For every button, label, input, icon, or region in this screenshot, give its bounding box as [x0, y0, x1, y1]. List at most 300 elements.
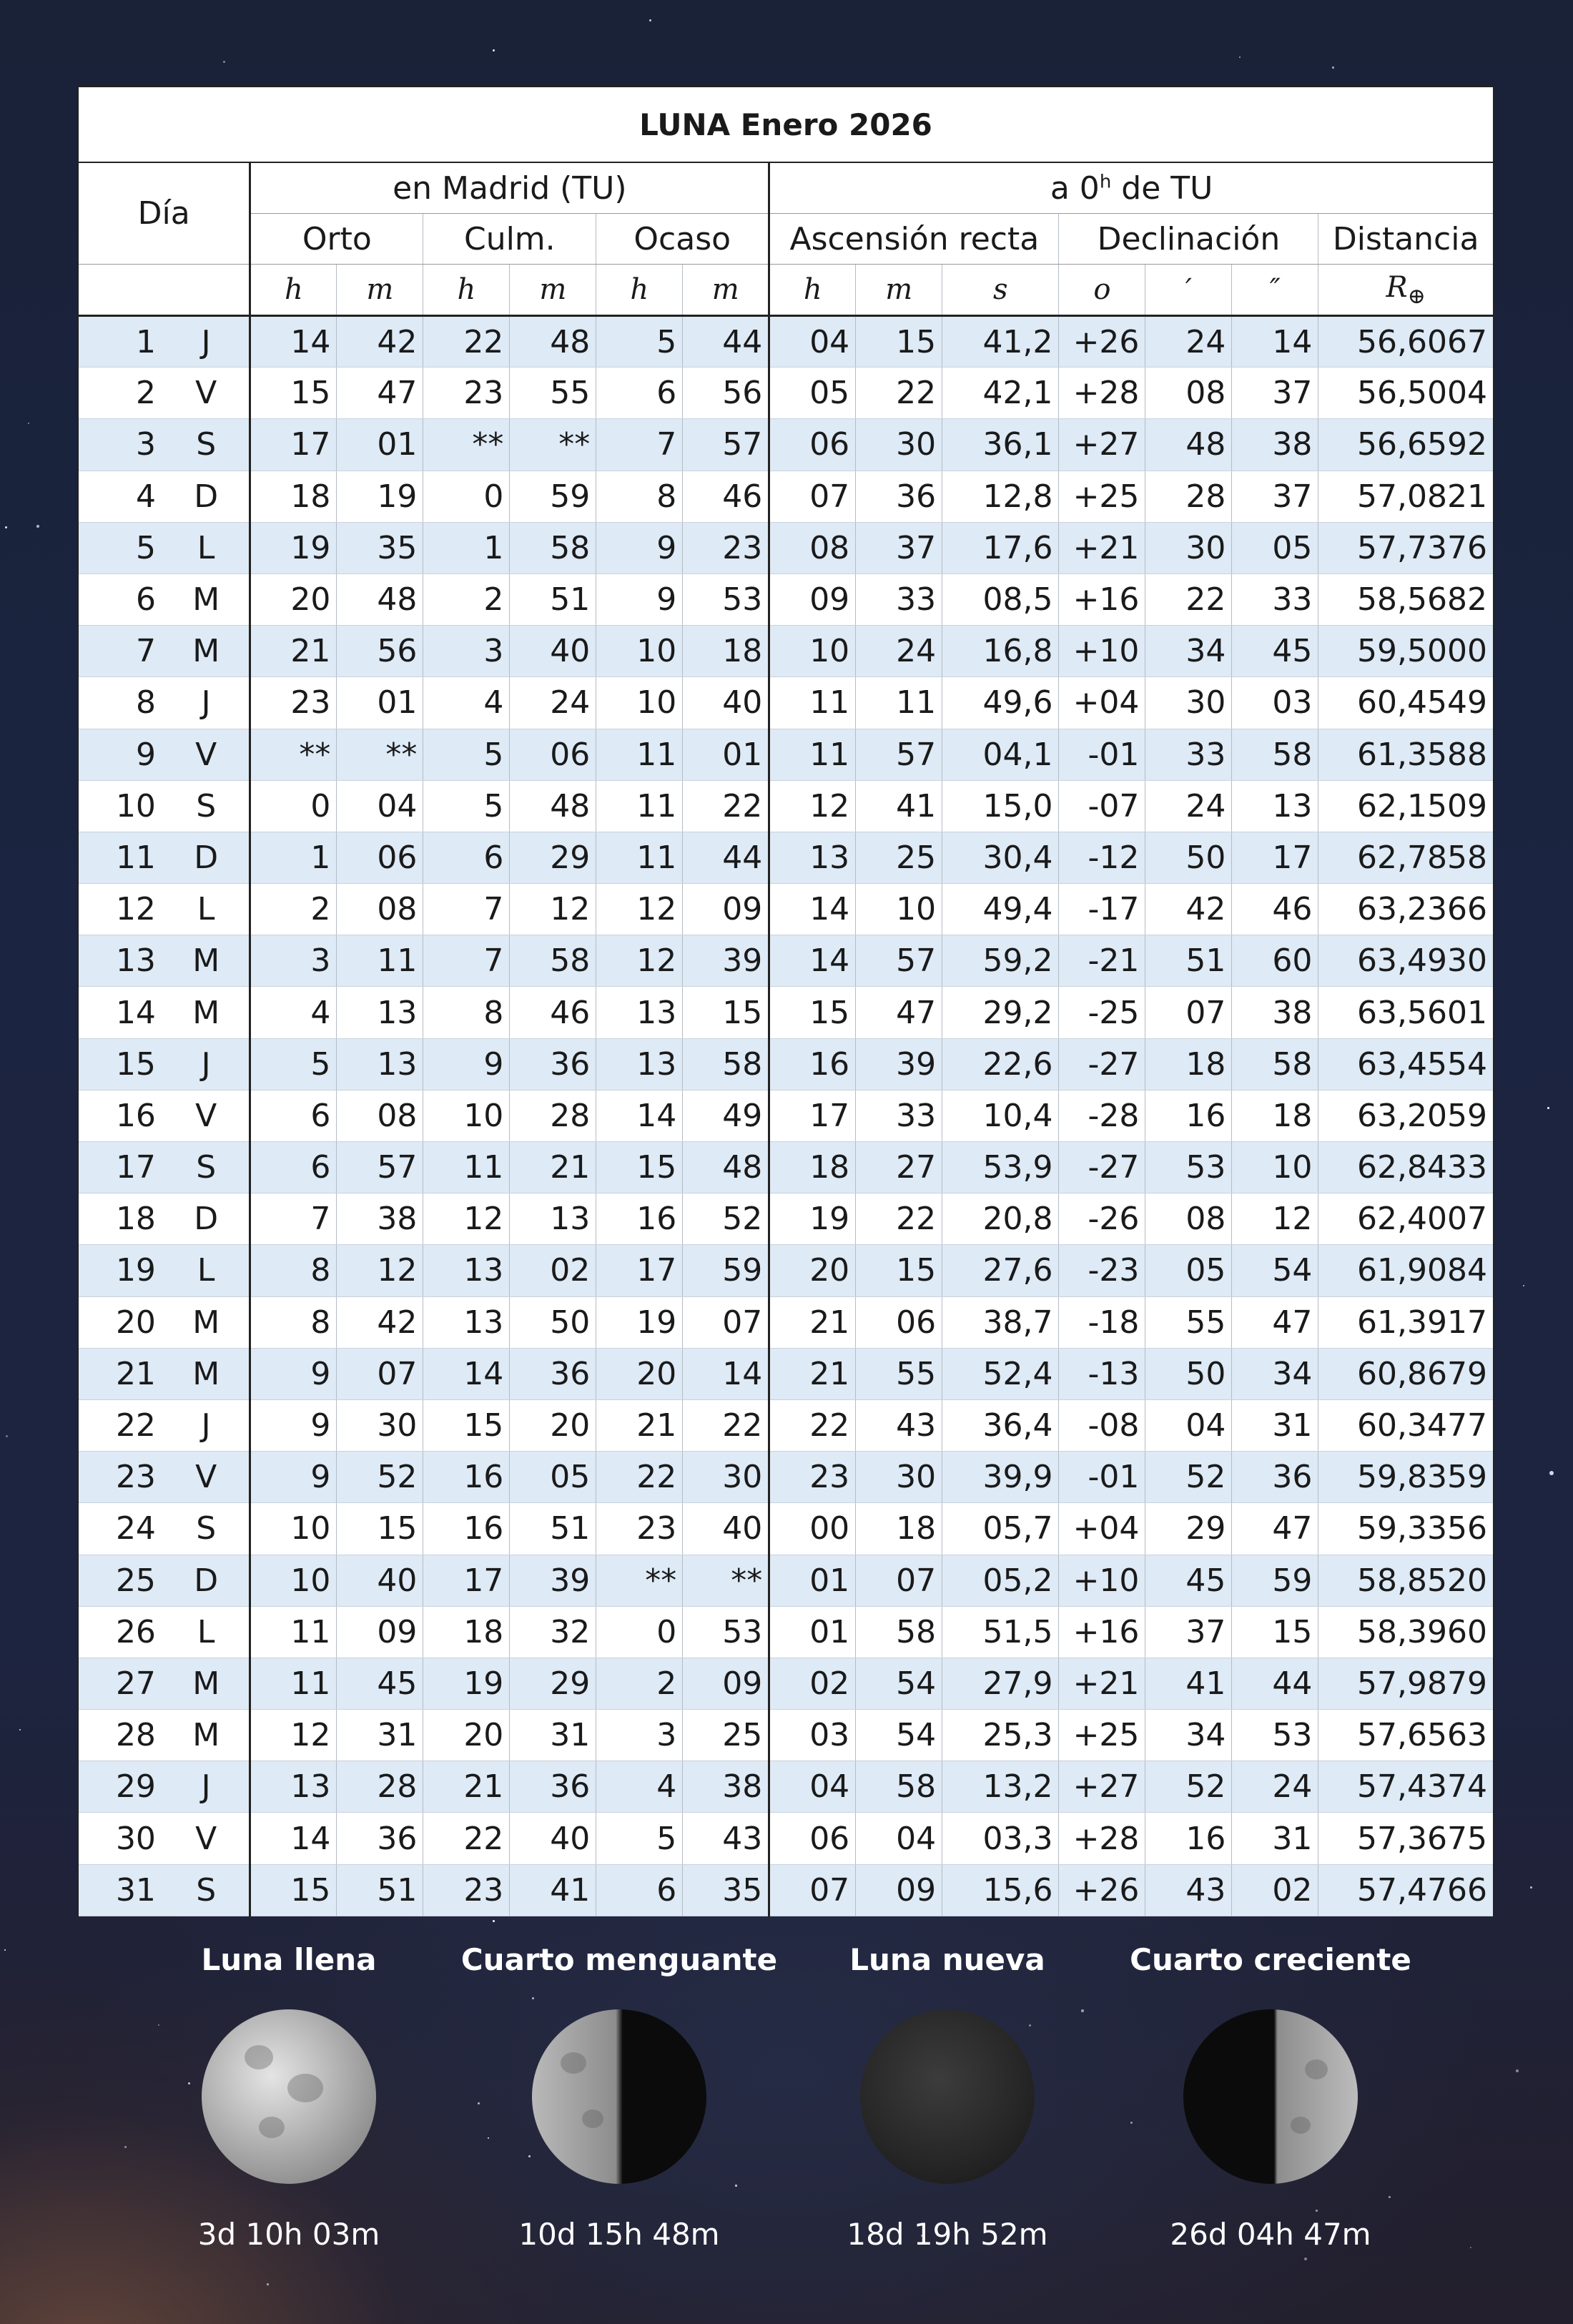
table-cell: 14: [250, 316, 337, 368]
table-cell: 43: [683, 1813, 769, 1864]
table-cell: 10: [596, 677, 683, 729]
table-cell: 49: [683, 1090, 769, 1141]
table-cell: 59: [683, 1245, 769, 1296]
table-cell: 20: [596, 1348, 683, 1399]
table-cell: 59,8359: [1318, 1452, 1493, 1503]
phase-time: 26d 04h 47m: [1170, 2217, 1371, 2252]
header-declinacion: Declinación: [1059, 214, 1318, 265]
table-row: [79, 626, 1493, 677]
table-cell: 32: [510, 1606, 596, 1658]
table-cell: 63,2059: [1318, 1090, 1493, 1141]
star: [1332, 67, 1334, 69]
table-cell: +25: [1059, 1710, 1145, 1761]
table-row: [79, 1606, 1493, 1658]
table-cell: 36: [337, 1813, 423, 1864]
table-cell: 46: [510, 987, 596, 1038]
table-cell: 33: [856, 1090, 942, 1141]
star: [1523, 1285, 1524, 1286]
table-cell: 61,9084: [1318, 1245, 1493, 1296]
table-cell: -07: [1059, 780, 1145, 832]
table-cell: 60,8679: [1318, 1348, 1493, 1399]
table-row: [79, 1090, 1493, 1141]
table-cell: L: [163, 884, 250, 935]
table-cell: 51: [1145, 935, 1232, 987]
table-cell: 11: [79, 832, 163, 883]
table-cell: 20: [423, 1710, 510, 1761]
last-quarter-moon-icon: [532, 2009, 706, 2184]
table-cell: 7: [250, 1193, 337, 1245]
table-cell: 47: [337, 368, 423, 419]
table-cell: 04: [856, 1813, 942, 1864]
table-cell: 25: [683, 1710, 769, 1761]
table-cell: 30: [683, 1452, 769, 1503]
table-cell: 18: [79, 1193, 163, 1245]
table-cell: 22: [683, 1399, 769, 1451]
table-cell: 14: [250, 1813, 337, 1864]
table-cell: 29,2: [942, 987, 1059, 1038]
table-cell: 21: [510, 1142, 596, 1193]
unit-label: h: [769, 265, 856, 316]
star: [1549, 1471, 1554, 1475]
table-cell: 59,5000: [1318, 626, 1493, 677]
table-cell: 1: [79, 316, 163, 368]
table-cell: 04: [337, 780, 423, 832]
table-cell: 22: [423, 1813, 510, 1864]
table-cell: 15: [1232, 1606, 1318, 1658]
table-cell: 21: [250, 626, 337, 677]
table-cell: 51,5: [942, 1606, 1059, 1658]
table-cell: 5: [596, 1813, 683, 1864]
table-cell: 0: [423, 471, 510, 522]
table-cell: 22: [856, 368, 942, 419]
table-cell: 27,6: [942, 1245, 1059, 1296]
table-cell: 5: [423, 780, 510, 832]
star: [649, 19, 651, 21]
table-cell: V: [163, 1813, 250, 1864]
table-cell: 23: [250, 677, 337, 729]
table-cell: 36: [1232, 1452, 1318, 1503]
table-cell: 29: [79, 1761, 163, 1813]
table-cell: +28: [1059, 1813, 1145, 1864]
table-cell: 4: [423, 677, 510, 729]
table-cell: 63,5601: [1318, 987, 1493, 1038]
table-cell: 57,9879: [1318, 1658, 1493, 1709]
table-cell: 11: [769, 729, 856, 780]
table-row: [79, 1864, 1493, 1916]
table-cell: 6: [423, 832, 510, 883]
table-cell: 10: [769, 626, 856, 677]
table-cell: 38: [337, 1193, 423, 1245]
table-cell: 01: [769, 1555, 856, 1606]
table-cell: 49,6: [942, 677, 1059, 729]
table-cell: 0: [596, 1606, 683, 1658]
table-row: [79, 1710, 1493, 1761]
table-cell: 50: [1145, 832, 1232, 883]
table-cell: 01: [769, 1606, 856, 1658]
table-row: [79, 1399, 1493, 1451]
table-cell: 23: [79, 1452, 163, 1503]
table-cell: 6: [79, 573, 163, 625]
table-cell: 13,2: [942, 1761, 1059, 1813]
table-cell: 18: [769, 1142, 856, 1193]
table-cell: 15,6: [942, 1864, 1059, 1916]
table-cell: 01: [337, 419, 423, 471]
table-cell: 55: [856, 1348, 942, 1399]
table-cell: 18: [683, 626, 769, 677]
table-row: [79, 1193, 1493, 1245]
new-moon-icon: [860, 2009, 1035, 2184]
table-cell: 04: [1145, 1399, 1232, 1451]
table-cell: 36: [510, 1038, 596, 1090]
table-cell: 11: [423, 1142, 510, 1193]
table-cell: 17: [596, 1245, 683, 1296]
table-cell: 47: [856, 987, 942, 1038]
table-cell: -27: [1059, 1038, 1145, 1090]
table-cell: -01: [1059, 1452, 1145, 1503]
table-cell: 13: [79, 935, 163, 987]
table-row: [79, 368, 1493, 419]
table-title: LUNA Enero 2026: [79, 87, 1493, 162]
table-cell: 30: [1145, 522, 1232, 573]
table-cell: 39: [856, 1038, 942, 1090]
table-cell: 48: [510, 780, 596, 832]
table-cell: 8: [250, 1245, 337, 1296]
table-cell: 02: [769, 1658, 856, 1709]
table-cell: J: [163, 316, 250, 368]
table-cell: 21: [769, 1348, 856, 1399]
table-cell: 12,8: [942, 471, 1059, 522]
table-cell: 1: [423, 522, 510, 573]
table-cell: 2: [79, 368, 163, 419]
table-cell: 15,0: [942, 780, 1059, 832]
table-cell: S: [163, 1142, 250, 1193]
table-cell: M: [163, 935, 250, 987]
table-cell: 62,8433: [1318, 1142, 1493, 1193]
table-row: [79, 1503, 1493, 1555]
table-cell: 00: [769, 1503, 856, 1555]
header-dia: Día: [79, 162, 250, 265]
moon-phases-section: [0, 1924, 1573, 2324]
table-cell: 24: [1145, 780, 1232, 832]
table-cell: 13: [337, 987, 423, 1038]
table-cell: 15: [250, 368, 337, 419]
table-cell: 30,4: [942, 832, 1059, 883]
table-cell: 24: [1145, 316, 1232, 368]
table-cell: 25,3: [942, 1710, 1059, 1761]
table-cell: V: [163, 368, 250, 419]
table-cell: 55: [1145, 1296, 1232, 1348]
star: [5, 526, 7, 528]
table-cell: 8: [423, 987, 510, 1038]
unit-label-distance: $R_\oplus$: [1318, 265, 1493, 316]
table-cell: 9: [423, 1038, 510, 1090]
table-cell: 52: [1145, 1761, 1232, 1813]
table-cell: 35: [337, 522, 423, 573]
table-cell: D: [163, 832, 250, 883]
table-cell: -17: [1059, 884, 1145, 935]
table-cell: 48: [683, 1142, 769, 1193]
table-cell: 10: [250, 1555, 337, 1606]
table-row: [79, 1452, 1493, 1503]
table-cell: 62,4007: [1318, 1193, 1493, 1245]
unit-label: s: [942, 265, 1059, 316]
table-cell: 08: [1145, 1193, 1232, 1245]
table-cell: 58: [1232, 1038, 1318, 1090]
table-cell: 08: [337, 884, 423, 935]
table-cell: 56: [337, 626, 423, 677]
table-cell: 29: [510, 1658, 596, 1709]
table-cell: 57,3675: [1318, 1813, 1493, 1864]
unit-label: m: [683, 265, 769, 316]
table-cell: 36: [510, 1761, 596, 1813]
table-cell: 16,8: [942, 626, 1059, 677]
table-cell: 45: [1232, 626, 1318, 677]
table-cell: 42,1: [942, 368, 1059, 419]
table-cell: 16: [1145, 1090, 1232, 1141]
table-cell: 58,3960: [1318, 1606, 1493, 1658]
table-cell: 14: [79, 987, 163, 1038]
table-cell: 41,2: [942, 316, 1059, 368]
table-cell: 7: [596, 419, 683, 471]
table-row: [79, 522, 1493, 573]
table-cell: +25: [1059, 471, 1145, 522]
table-cell: 15: [337, 1503, 423, 1555]
table-row: [79, 1555, 1493, 1606]
table-cell: 23: [423, 1864, 510, 1916]
header-culm: Culm.: [423, 214, 596, 265]
table-cell: 47: [1232, 1503, 1318, 1555]
table-cell: 48: [337, 573, 423, 625]
table-cell: 36: [510, 1348, 596, 1399]
table-cell: 57: [856, 729, 942, 780]
phase-name: Cuarto creciente: [1130, 1942, 1411, 1977]
table-cell: 39: [683, 935, 769, 987]
table-cell: 02: [1232, 1864, 1318, 1916]
table-cell: 07: [1145, 987, 1232, 1038]
table-cell: 06: [856, 1296, 942, 1348]
table-cell: 11: [769, 677, 856, 729]
table-row: [79, 1761, 1493, 1813]
table-cell: -13: [1059, 1348, 1145, 1399]
table-cell: 27,9: [942, 1658, 1059, 1709]
table-cell: +16: [1059, 1606, 1145, 1658]
table-cell: 37: [1232, 471, 1318, 522]
table-cell: 40: [337, 1555, 423, 1606]
table-cell: 07: [856, 1555, 942, 1606]
phase-name: Cuarto menguante: [460, 1942, 778, 1977]
table-cell: 17: [423, 1555, 510, 1606]
table-cell: 3: [250, 935, 337, 987]
table-cell: -23: [1059, 1245, 1145, 1296]
table-cell: 5: [79, 522, 163, 573]
table-cell: 14: [423, 1348, 510, 1399]
table-cell: 33: [1145, 729, 1232, 780]
table-row: [79, 1245, 1493, 1296]
table-cell: 53: [1145, 1142, 1232, 1193]
table-cell: 01: [337, 677, 423, 729]
table-cell: **: [510, 419, 596, 471]
table-cell: 2: [250, 884, 337, 935]
unit-label: m: [337, 265, 423, 316]
table-cell: 6: [250, 1090, 337, 1141]
table-cell: 14: [683, 1348, 769, 1399]
table-cell: 38,7: [942, 1296, 1059, 1348]
moon-ephemeris-table: [77, 86, 1494, 1916]
table-cell: 19: [250, 522, 337, 573]
table-cell: 10: [423, 1090, 510, 1141]
table-cell: 33: [1232, 573, 1318, 625]
table-cell: 46: [1232, 884, 1318, 935]
table-cell: -27: [1059, 1142, 1145, 1193]
table-row: [79, 419, 1493, 471]
table-cell: 22: [596, 1452, 683, 1503]
table-cell: 58,8520: [1318, 1555, 1493, 1606]
table-cell: 07: [769, 471, 856, 522]
table-cell: 12: [510, 884, 596, 935]
table-row: [79, 987, 1493, 1038]
table-cell: 19: [79, 1245, 163, 1296]
table-cell: 20,8: [942, 1193, 1059, 1245]
table-cell: 10: [1232, 1142, 1318, 1193]
table-cell: L: [163, 1245, 250, 1296]
table-cell: 46: [683, 471, 769, 522]
table-row: [79, 1296, 1493, 1348]
table-cell: 5: [596, 316, 683, 368]
table-cell: 61,3588: [1318, 729, 1493, 780]
table-cell: 31: [337, 1710, 423, 1761]
table-body: [79, 316, 1493, 1916]
star: [1547, 1107, 1549, 1109]
star: [493, 1920, 495, 1922]
table-cell: 40: [683, 677, 769, 729]
table-cell: 06: [337, 832, 423, 883]
table-cell: 16: [79, 1090, 163, 1141]
table-cell: 10: [250, 1503, 337, 1555]
table-cell: 13: [596, 1038, 683, 1090]
table-cell: 16: [423, 1503, 510, 1555]
table-cell: 15: [250, 1864, 337, 1916]
table-cell: 59: [510, 471, 596, 522]
table-cell: 22: [79, 1399, 163, 1451]
table-cell: 07: [769, 1864, 856, 1916]
table-cell: 27: [79, 1658, 163, 1709]
table-cell: 8: [596, 471, 683, 522]
table-cell: **: [250, 729, 337, 780]
table-cell: 22,6: [942, 1038, 1059, 1090]
table-cell: 51: [510, 573, 596, 625]
table-cell: 54: [1232, 1245, 1318, 1296]
table-cell: 38: [1232, 987, 1318, 1038]
table-cell: 10,4: [942, 1090, 1059, 1141]
table-cell: 4: [250, 987, 337, 1038]
unit-label: h: [423, 265, 510, 316]
table-cell: 3: [79, 419, 163, 471]
table-cell: 6: [596, 368, 683, 419]
table-cell: 57,0821: [1318, 471, 1493, 522]
table-cell: 20: [79, 1296, 163, 1348]
table-cell: 4: [79, 471, 163, 522]
table-cell: 25: [79, 1555, 163, 1606]
table-cell: 57: [856, 935, 942, 987]
table-cell: M: [163, 1348, 250, 1399]
table-cell: 40: [510, 626, 596, 677]
table-cell: 08: [1145, 368, 1232, 419]
table-cell: 9: [250, 1399, 337, 1451]
table-cell: 58: [510, 522, 596, 573]
table-cell: 41: [1145, 1658, 1232, 1709]
star: [493, 49, 495, 51]
table-cell: 30: [1145, 677, 1232, 729]
table-cell: 43: [856, 1399, 942, 1451]
table-cell: 49,4: [942, 884, 1059, 935]
table-cell: 12: [79, 884, 163, 935]
header-ascension-recta: Ascensión recta: [769, 214, 1059, 265]
table-cell: 12: [423, 1193, 510, 1245]
table-cell: 10: [856, 884, 942, 935]
table-cell: 10: [596, 626, 683, 677]
table-cell: 04: [769, 316, 856, 368]
table-cell: 22: [1145, 573, 1232, 625]
table-cell: +26: [1059, 1864, 1145, 1916]
table-cell: 37: [1232, 368, 1318, 419]
table-cell: D: [163, 1555, 250, 1606]
table-cell: 41: [856, 780, 942, 832]
first-quarter-moon-icon: [1183, 2009, 1358, 2184]
unit-label: o: [1059, 265, 1145, 316]
table-cell: L: [163, 1606, 250, 1658]
table-cell: 23: [423, 368, 510, 419]
table-row: [79, 573, 1493, 625]
table-cell: 15: [79, 1038, 163, 1090]
star: [223, 61, 225, 63]
table-cell: 51: [337, 1864, 423, 1916]
table-cell: 18: [423, 1606, 510, 1658]
unit-label: m: [510, 265, 596, 316]
unit-label: m: [856, 265, 942, 316]
table-cell: +21: [1059, 1658, 1145, 1709]
table-cell: 60,4549: [1318, 677, 1493, 729]
table-cell: 28: [79, 1710, 163, 1761]
unit-label: h: [596, 265, 683, 316]
table-cell: 34: [1232, 1348, 1318, 1399]
table-cell: 53: [683, 573, 769, 625]
table-cell: 58: [856, 1761, 942, 1813]
table-cell: 11: [250, 1658, 337, 1709]
table-cell: 45: [1145, 1555, 1232, 1606]
table-row: [79, 884, 1493, 935]
table-cell: V: [163, 1452, 250, 1503]
table-row: [79, 1658, 1493, 1709]
table-cell: 06: [769, 419, 856, 471]
table-cell: 15: [856, 316, 942, 368]
table-cell: 11: [596, 780, 683, 832]
table-cell: S: [163, 1864, 250, 1916]
table-cell: 12: [250, 1710, 337, 1761]
table-cell: 52: [337, 1452, 423, 1503]
header-madrid: en Madrid (TU): [250, 162, 769, 214]
table-cell: 19: [337, 471, 423, 522]
table-cell: 09: [683, 884, 769, 935]
table-cell: 28: [510, 1090, 596, 1141]
table-cell: 9: [250, 1452, 337, 1503]
table-cell: 34: [1145, 626, 1232, 677]
table-cell: 52,4: [942, 1348, 1059, 1399]
table-cell: 57: [683, 419, 769, 471]
table-cell: 18: [856, 1503, 942, 1555]
table-cell: 63,4554: [1318, 1038, 1493, 1090]
table-cell: 24: [79, 1503, 163, 1555]
table-row: [79, 935, 1493, 987]
